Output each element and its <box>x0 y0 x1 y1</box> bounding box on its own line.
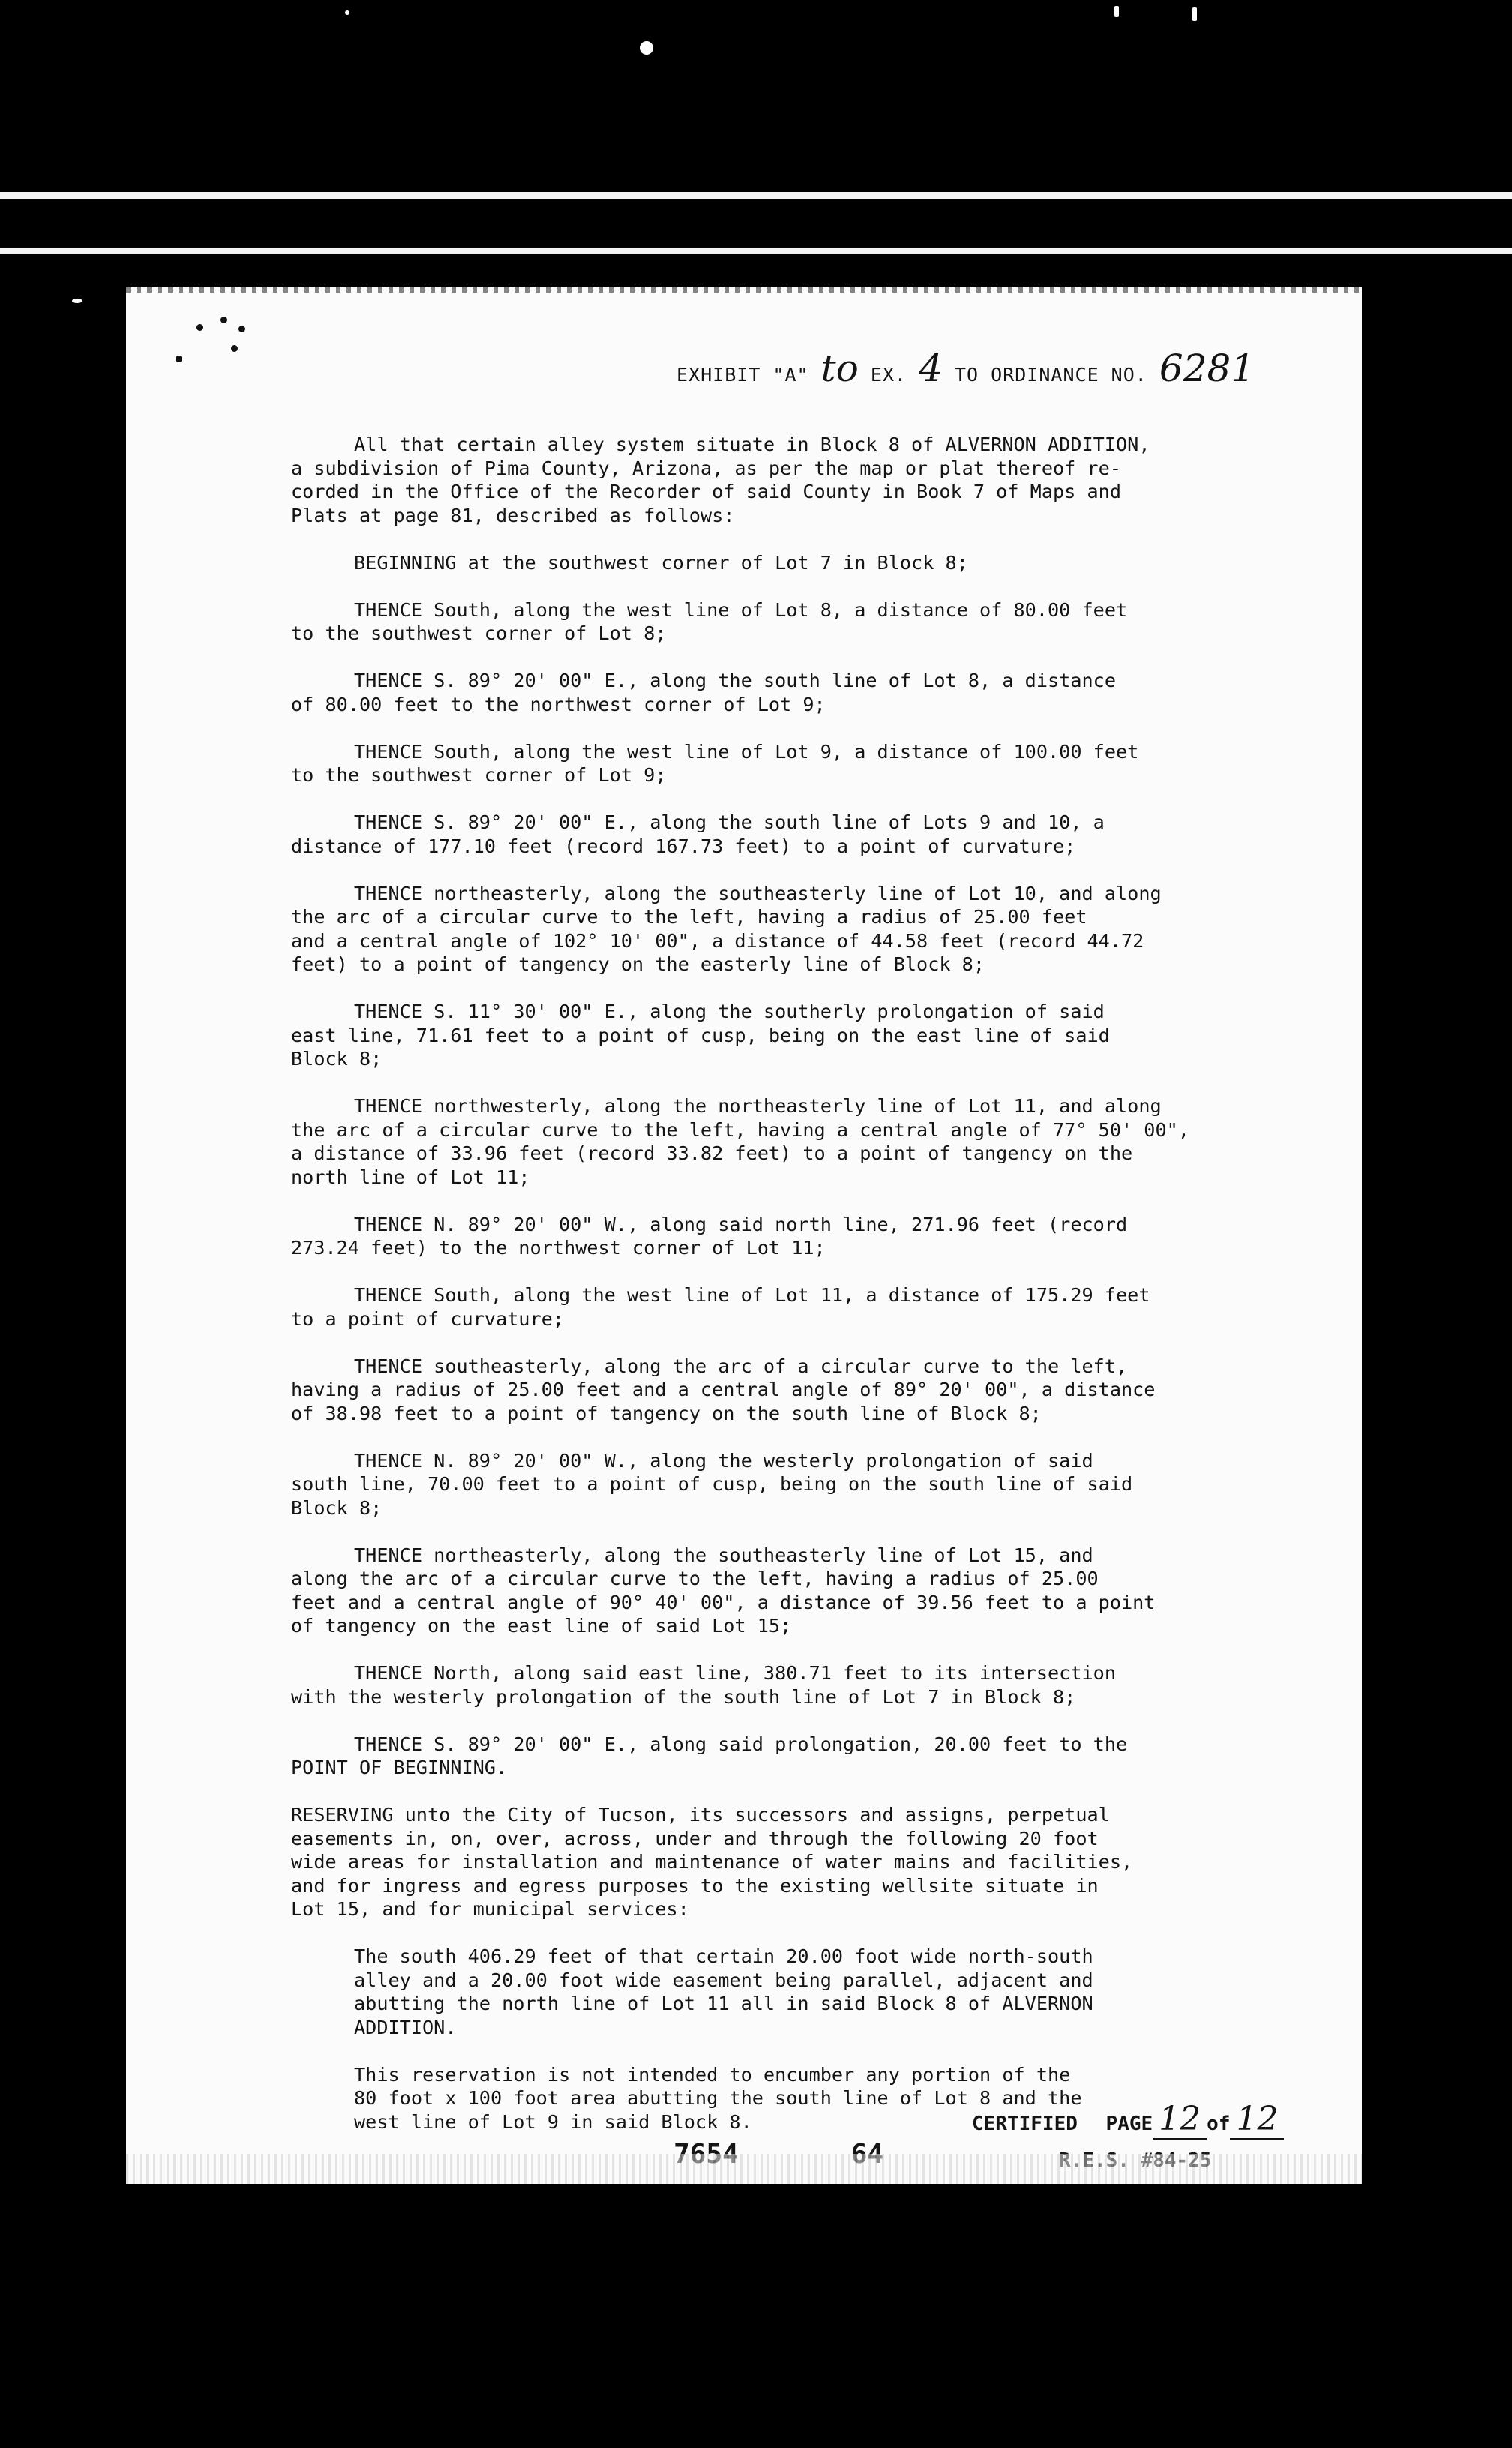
scan-speck <box>220 316 227 323</box>
scan-speck <box>345 10 350 15</box>
exhibit-header <box>676 346 1255 390</box>
scan-speck <box>1192 8 1197 21</box>
handwritten-page-total: 12 <box>1230 2100 1284 2140</box>
certified-page-stamp <box>972 2100 1284 2138</box>
paragraph: THENCE S. 11° 30' 00" E., along the southerly prolongation of said east line, 71.61 feet to a point of cusp, being on the east line of said Block 8; <box>291 1000 1110 1070</box>
certified-label: CERTIFIED <box>972 2113 1078 2135</box>
paragraph: THENCE S. 89° 20' 00" E., along the south line of Lots 9 and 10, a distance of 177.10 feet (record 167.73 feet) to a point of curvature; <box>291 812 1105 857</box>
page-label: PAGE <box>1106 2113 1154 2135</box>
paragraph: The south 406.29 feet of that certain 20.00 foot wide north-south alley and a 20.00 foot wide easement being parallel, adjacent and abutting the north line of Lot 11 all in said Block 8 of ALVERNON ADDITION. <box>354 1946 1094 2038</box>
paragraph: BEGINNING at the southwest corner of Lot 7 in Block 8; <box>354 551 968 574</box>
scan-line <box>0 192 1512 200</box>
paragraph: THENCE southeasterly, along the arc of a circular curve to the left, having a radius of 25.00 feet and a central angle of 89° 20' 00", a distance of 38.98 feet to a point of tangency on the south line of Block 8; <box>291 1354 1156 1424</box>
document-page <box>126 286 1362 2184</box>
scan-speck <box>72 298 82 303</box>
paragraph: THENCE N. 89° 20' 00" W., along the westerly prolongation of said south line, 70.00 feet to a point of cusp, being on the south line of said Block 8; <box>291 1449 1133 1519</box>
paragraph: THENCE South, along the west line of Lot 8, a distance of 80.00 feet to the southwest corner of Lot 8; <box>291 598 1128 644</box>
paragraph: THENCE northwesterly, along the northeasterly line of Lot 11, and along the arc of a circular curve to the left, having a central angle of 77° 50' 00", a distance of 33.96 feet (record 33.82 feet) to a point of tangency on the north line of Lot 11; <box>291 1095 1190 1188</box>
scan-speck <box>231 345 238 352</box>
handwritten-to: to <box>820 346 859 390</box>
handwritten-page-number: 12 <box>1153 2100 1207 2140</box>
scan-border-top <box>0 0 1512 191</box>
paragraph: THENCE northeasterly, along the southeasterly line of Lot 15, and along the arc of a circular curve to the left, having a radius of 25.00 feet and a central angle of 90° 40' 00", a distance of 39.56 feet to a point of tangency on the east line of said Lot 15; <box>291 1544 1156 1636</box>
scan-speck <box>238 326 245 332</box>
paragraph: THENCE South, along the west line of Lot 9, a distance of 100.00 feet to the southwest corner of Lot 9; <box>291 740 1139 786</box>
legal-description <box>291 433 1296 2158</box>
ordinance-label: TO ORDINANCE NO. <box>955 364 1148 386</box>
paragraph: THENCE S. 89° 20' 00" E., along said prolongation, 20.00 feet to the POINT OF BEGINNING. <box>291 1732 1128 1778</box>
of-label: of <box>1207 2113 1231 2135</box>
paragraph: RESERVING unto the City of Tucson, its successors and assigns, perpetual easements in, on, over, across, under and through the following 20 foot wide areas for installation and maintenance of water mains and facilities, and for ingress and egress purposes to the existing wellsite situate in Lot 15, and for municipal services: <box>291 1804 1133 1920</box>
scan-speck <box>196 324 203 331</box>
paragraph: THENCE South, along the west line of Lot 11, a distance of 175.29 feet to a point of curvature; <box>291 1284 1150 1330</box>
handwritten-ordinance-number: 6281 <box>1159 346 1256 390</box>
paragraph: All that certain alley system situate in Block 8 of ALVERNON ADDITION, a subdivision of Pima County, Arizona, as per the map or plat thereof re- corded in the Office of the Recorder of said County in Book 7 of Maps and Plats at page 81, described as follows: <box>291 434 1150 526</box>
paragraph: This reservation is not intended to encumber any portion of the 80 foot x 100 foot area abutting the south line of Lot 8 and the west line of Lot 9 in said Block 8. <box>354 2063 1082 2133</box>
scan-speck <box>1114 6 1119 16</box>
paragraph: THENCE northeasterly, along the southeasterly line of Lot 10, and along the arc of a circular curve to the left, having a radius of 25.00 feet and a central angle of 102° 10' 00", a distance of 44.58 feet (record 44.72 feet) to a point of tangency on the easterly line of Block 8; <box>291 882 1162 975</box>
scan-speck <box>176 356 182 362</box>
paragraph: THENCE N. 89° 20' 00" W., along said north line, 271.96 feet (record 273.24 feet) to the northwest corner of Lot 11; <box>291 1213 1128 1258</box>
paragraph: THENCE North, along said east line, 380.71 feet to its intersection with the westerly prolongation of the south line of Lot 7 in Block 8; <box>291 1662 1116 1708</box>
page-edge <box>126 2154 1362 2184</box>
scan-line <box>0 248 1512 254</box>
exhibit-label: EXHIBIT "A" <box>676 364 809 386</box>
paragraph: THENCE S. 89° 20' 00" E., along the south line of Lot 8, a distance of 80.00 feet to the northwest corner of Lot 9; <box>291 670 1116 716</box>
handwritten-ex-number: 4 <box>919 346 943 390</box>
page-edge <box>126 286 1362 292</box>
scan-speck <box>640 41 653 55</box>
ex-label: EX. <box>870 364 908 386</box>
